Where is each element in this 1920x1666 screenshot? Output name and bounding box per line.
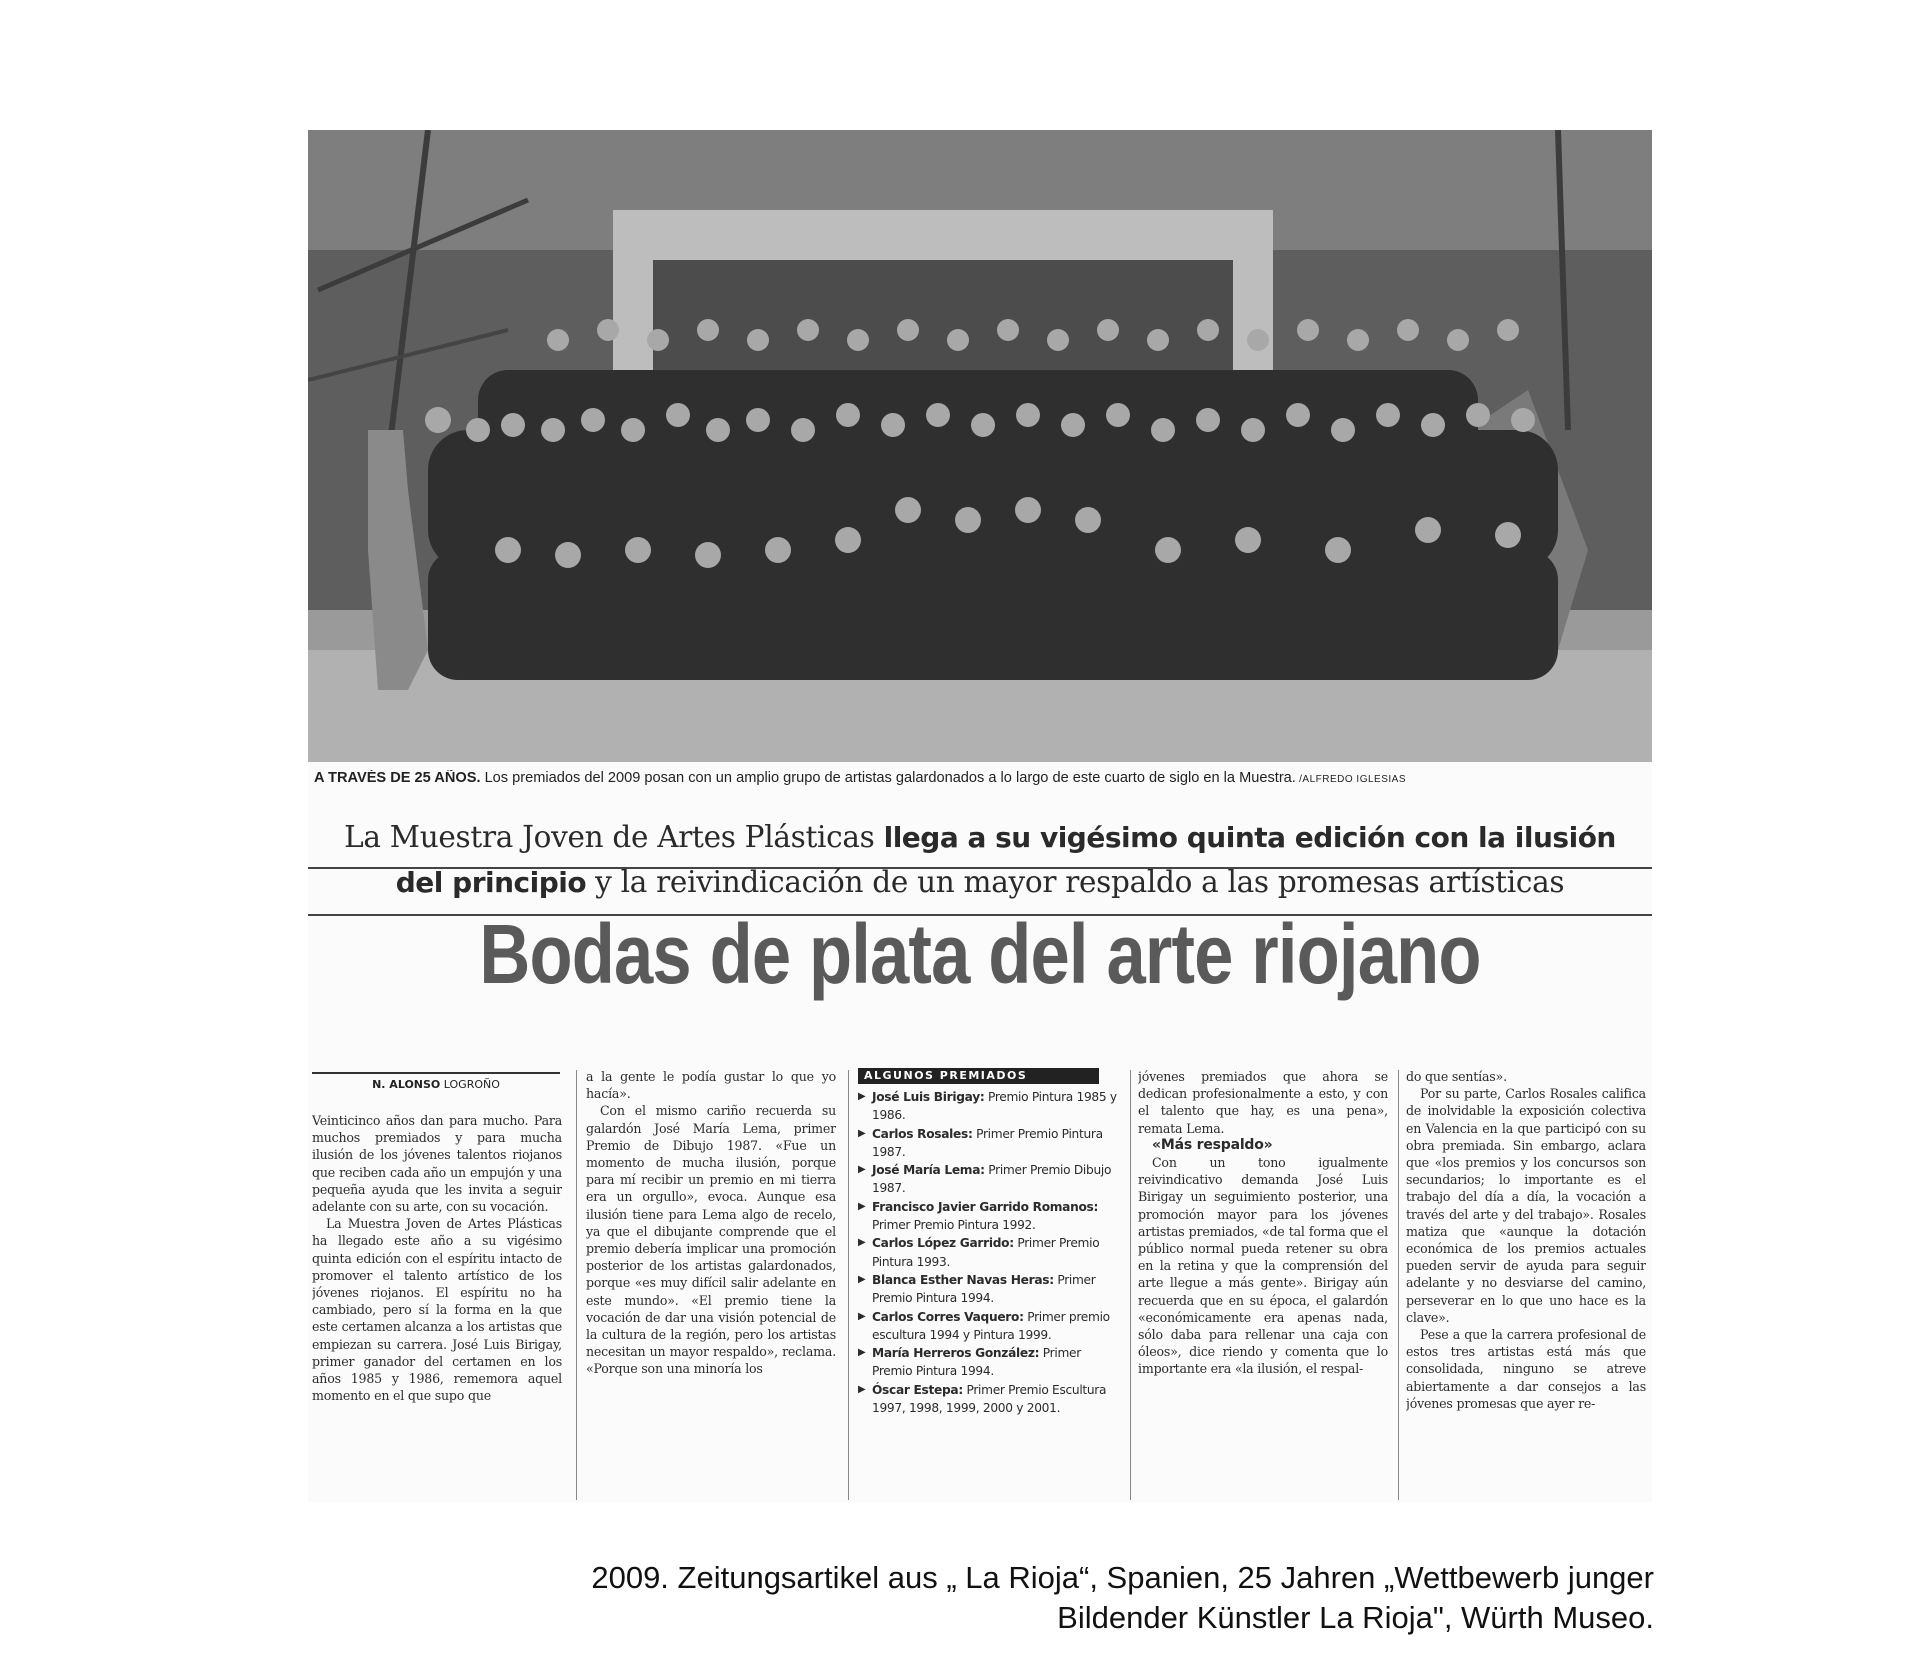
section-subhead: «Más respaldo» bbox=[1152, 1136, 1273, 1153]
image-caption bbox=[254, 1558, 1654, 1638]
column-divider bbox=[576, 1070, 577, 1500]
photo-caption-text: Los premiados del 2009 posan con un amplio grupo de artistas galardonados a lo largo de este cuarto de siglo en la Muestra. bbox=[480, 770, 1296, 786]
prize-item bbox=[858, 1088, 1123, 1125]
paragraph: Pese a que la carrera profesional de estos tres artistas está más que consolidada, ninguno se atreve abiertamente a dar consejos a las jóvenes promesas que ayer re- bbox=[1406, 1327, 1646, 1411]
column-divider bbox=[1130, 1070, 1131, 1500]
prize-winner: José María Lema: bbox=[872, 1163, 985, 1178]
caption-line-1: 2009. Zeitungsartikel aus „ La Rioja“, Spanien, 25 Jahren „Wettbewerb junger bbox=[591, 1560, 1654, 1595]
article-column-4 bbox=[1138, 1068, 1388, 1492]
headline: Bodas de plata del arte riojano bbox=[479, 907, 1481, 1001]
prize-item bbox=[858, 1161, 1123, 1198]
article-column-1 bbox=[312, 1112, 562, 1492]
deck-line-2-bold: del principio bbox=[395, 866, 587, 899]
prize-award: Primer Premio Dibujo 1987. bbox=[872, 1163, 1112, 1196]
article-column-5 bbox=[1406, 1068, 1646, 1492]
prize-item bbox=[858, 1198, 1123, 1235]
paragraph: jóvenes premiados que ahora se dedican profesionalmente a esto, y con el talento que hay, es una pena», remata Lema. bbox=[1138, 1069, 1388, 1136]
byline-place: LOGROÑO bbox=[440, 1078, 500, 1091]
prizes-box-title: ALGUNOS PREMIADOS bbox=[858, 1068, 1099, 1084]
deck-line-2 bbox=[308, 865, 1652, 899]
column-divider bbox=[1398, 1070, 1399, 1500]
prize-item bbox=[858, 1308, 1123, 1345]
prize-award: Primer Premio Escultura 1997, 1998, 1999, 2000 y 2001. bbox=[872, 1382, 1107, 1416]
prize-award: Primer Premio Pintura 1994. bbox=[872, 1346, 1081, 1379]
paragraph: do que sentías». bbox=[1406, 1069, 1507, 1084]
column-divider bbox=[848, 1070, 849, 1500]
group-photo-illustration bbox=[308, 130, 1652, 762]
paragraph: Con un tono igualmente reivindicativo demanda José Luis Birigay un seguimiento posterior, una promoción mayor para los jóvenes artistas premiados, «de tal forma que el público normal pueda retener su obra en la retina y que la comprensión del arte llegue a más gente». Birigay aún recuerda que en su época, el galardón «económicamente era apenas nada, sólo daba para rellenar una caja con óleos», dice riendo y comenta que lo importante era «la ilusión, el respal- bbox=[1138, 1155, 1388, 1377]
prize-item bbox=[858, 1271, 1123, 1308]
deck-line-1-bold: llega a su vigésimo quinta edición con la ilusión bbox=[883, 821, 1616, 854]
article-column-2 bbox=[586, 1068, 836, 1492]
prize-item bbox=[858, 1234, 1123, 1271]
prize-winner: Francisco Javier Garrido Romanos: bbox=[872, 1199, 1099, 1214]
prizes-box bbox=[858, 1088, 1123, 1488]
prize-winner: María Herreros González: bbox=[872, 1346, 1040, 1361]
prize-award: Primer premio escultura 1994 y Pintura 1999. bbox=[872, 1309, 1110, 1342]
prize-award: Premio Pintura 1985 y 1986. bbox=[872, 1090, 1117, 1123]
paragraph: Con el mismo cariño recuerda su galardón José María Lema, primer Premio de Dibujo 1987. «Fue un momento de mucha ilusión, porque para mí recibir un premio en mi tierra era un orgullo», evoca. Aunque esa ilusión tiene para Lema algo de recelo, ya que el dibujante comprende que el premio debería implicar una promoción posterior de los artistas galardonados, porque «es muy difícil salir adelante en este mundo». «El premio tiene la vocación de dar una visión potencial de la cultura de la región, pero los artistas necesitan un mayor respaldo», reclama. «Porque son una minoría los bbox=[586, 1103, 836, 1377]
deck-line-1 bbox=[308, 820, 1652, 854]
prize-winner: Carlos López Garrido: bbox=[872, 1236, 1014, 1251]
prize-award: Primer Premio Pintura 1994. bbox=[872, 1272, 1096, 1306]
prize-item bbox=[858, 1381, 1123, 1418]
prize-award: Primer Premio Pintura 1992. bbox=[872, 1218, 1036, 1233]
paragraph: Veinticinco años dan para mucho. Para muchos premiados y para mucha ilusión de los jóvenes talentos riojanos que reciben cada año un empujón y una pequeña ayuda que les invita a seguir adelante con su arte, con su vocación. bbox=[312, 1113, 562, 1215]
photo-credit: /ALFREDO IGLESIAS bbox=[1295, 774, 1407, 785]
prize-winner: Blanca Esther Navas Heras: bbox=[872, 1272, 1054, 1287]
caption-line-2: Bildender Künstler La Rioja", Würth Museo. bbox=[1057, 1600, 1654, 1635]
group-photo bbox=[308, 130, 1652, 762]
deck-line-2-light: y la reivindicación de un mayor respaldo a las promesas artísticas bbox=[586, 865, 1565, 899]
byline bbox=[312, 1072, 560, 1100]
prize-item bbox=[858, 1344, 1123, 1381]
prize-item bbox=[858, 1125, 1123, 1162]
deck-line-1-light: La Muestra Joven de Artes Plásticas bbox=[344, 820, 884, 854]
prize-winner: Óscar Estepa: bbox=[872, 1382, 963, 1397]
prize-winner: Carlos Corres Vaquero: bbox=[872, 1309, 1024, 1324]
prize-winner: José Luis Birigay: bbox=[872, 1090, 985, 1104]
paragraph: La Muestra Joven de Artes Plásticas ha llegado este año a su vigésimo quinta edición con el espíritu intacto de promover el talento artístico de los jóvenes riojanos. El espíritu no ha cambiado, pero sí la forma en la que este certamen alcanza a los artistas que empiezan su carrera. José Luis Birigay, primer ganador del certamen en los años 1985 y 1986, rememora aquel momento en el que supo que bbox=[312, 1216, 562, 1404]
prize-award: Primer Premio Pintura 1987. bbox=[872, 1126, 1103, 1159]
prize-winner: Carlos Rosales: bbox=[872, 1126, 973, 1141]
newspaper-clipping bbox=[308, 130, 1652, 1502]
photo-caption bbox=[314, 770, 1644, 790]
photo-caption-lead: A TRAVÉS DE 25 AÑOS. bbox=[314, 770, 481, 786]
paragraph: Por su parte, Carlos Rosales califica de inolvidable la exposición colectiva en Valencia en la que participó con su obra premiada. Sin embargo, aclara que «los premios y los concursos son secundarios; lo importante es el trabajo del día a día, la vocación a través del arte y del trabajo». Rosales matiza que «aunque la dotación económica de los premios actuales pueden servir de ayuda para seguir adelante y no desviarse del camino, perseverar en lo que uno hace es la clave». bbox=[1406, 1086, 1646, 1325]
byline-author: N. ALONSO bbox=[372, 1078, 441, 1091]
prize-award: Primer Premio Pintura 1993. bbox=[872, 1236, 1100, 1269]
paragraph: a la gente le podía gustar lo que yo hacía». bbox=[586, 1069, 836, 1102]
